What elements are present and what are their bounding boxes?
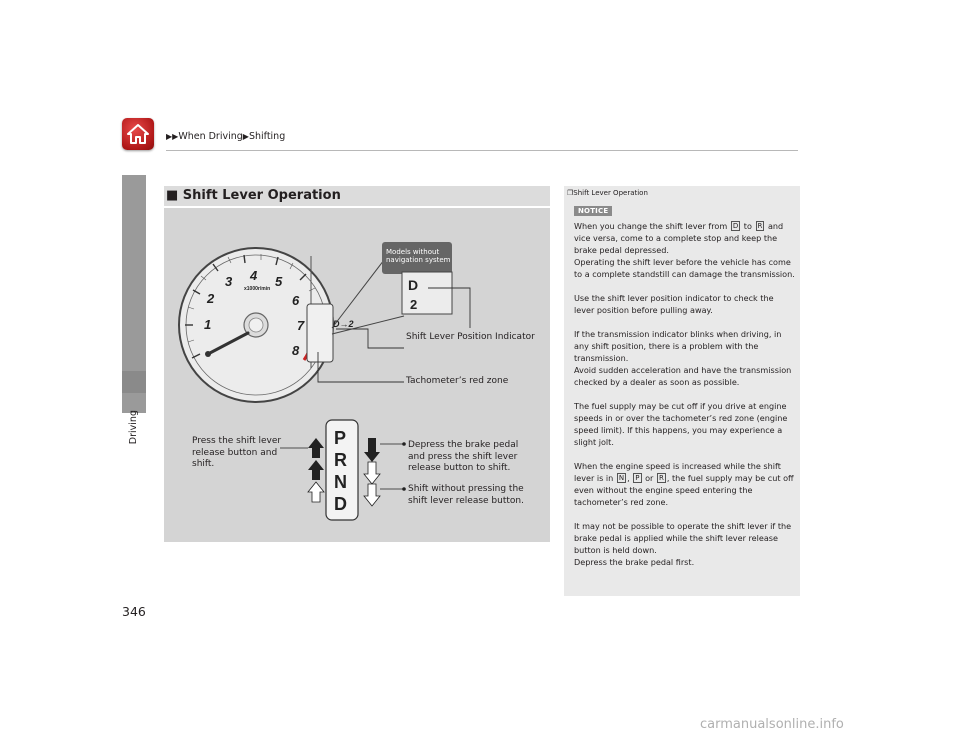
note-marker-icon: ❐ — [567, 189, 574, 197]
gate-r: R — [334, 450, 347, 470]
callout-models-label: Models without navigation system — [386, 248, 451, 264]
callout-2: 2 — [410, 297, 418, 312]
breadcrumb-separator-icon: ▶ — [242, 132, 249, 141]
tach-number-2: 2 — [207, 291, 215, 306]
note-paragraph: It may not be possible to operate the shift lever if the brake pedal is applied while the shift lever release button is held down. Depress the brake pedal first. — [574, 521, 792, 567]
breadcrumb — [166, 131, 285, 142]
gate-n: N — [334, 472, 347, 492]
key-d: D — [732, 222, 739, 230]
key-n: N — [618, 474, 625, 482]
tach-shift-indicator: D→2 — [333, 319, 354, 329]
note-paragraph: If the transmission indicator blinks when driving, in any shift position, there is a problem with the transmission. Avoid sudden acceleration and have the transmission checked by a dealer as soon as possible. — [574, 329, 792, 387]
label-depress-brake: Depress the brake pedal and press the shift lever release button to shift. — [408, 440, 519, 473]
breadcrumb-arrow-icon: ▶▶ — [166, 132, 179, 141]
tach-number-1: 1 — [204, 317, 212, 332]
key-p: P — [635, 474, 640, 482]
label-shift-without-pressing: Shift without pressing the shift lever release button. — [408, 484, 524, 506]
tach-number-8: 8 — [292, 343, 300, 358]
note-paragraph: Use the shift lever position indicator to check the lever position before pulling away. — [574, 293, 774, 315]
tach-unit: x1000r/min — [244, 286, 271, 292]
watermark: carmanualsonline.info — [700, 717, 844, 732]
label-shift-lever-position-indicator: Shift Lever Position Indicator — [406, 332, 535, 342]
tach-number-3: 3 — [225, 274, 233, 289]
side-tab-marker[interactable] — [122, 371, 146, 393]
note-paragraph: When the engine speed is increased while the shift lever is in N , P or R , the fuel supply may be cut off even without the engine speed entering the tachometer’s red zone. — [574, 461, 794, 507]
note-paragraph: When you change the shift lever from D to R and vice versa, come to a complete stop and keep the brake pedal depressed. Operating the shift lever before the vehicle has come to a complete standstill can damage the transmission. — [574, 221, 795, 279]
figure-panel — [164, 208, 550, 542]
breadcrumb-link-shifting[interactable]: Shifting — [248, 131, 286, 142]
label-tachometer-red-zone: Tachometer’s red zone — [406, 376, 509, 386]
gate-d: D — [334, 494, 347, 514]
gauge-edge — [307, 256, 354, 368]
notes-title: ❐Shift Lever Operation — [567, 189, 648, 197]
key-r: R — [757, 222, 763, 230]
tach-number-7: 7 — [297, 318, 305, 333]
notice-badge: NOTICE — [574, 206, 612, 216]
left-arrows — [280, 438, 324, 502]
tach-number-6: 6 — [292, 293, 300, 308]
tach-number-5: 5 — [275, 274, 283, 289]
section-title: ■ Shift Lever Operation — [166, 188, 341, 203]
page-number: 346 — [122, 604, 146, 619]
notes-body — [574, 220, 796, 568]
callout-d: D — [408, 277, 419, 293]
note-paragraph: The fuel supply may be cut off if you drive at engine speeds in or over the tachometer’s red zone (engine speed limit). If this happens, you may experience a slight jolt. — [574, 401, 788, 447]
label-press-release-button: Press the shift lever release button and shift. — [192, 436, 282, 469]
shift-gate — [326, 420, 358, 520]
key-r: R — [658, 474, 664, 482]
gate-p: P — [334, 428, 347, 448]
right-arrows — [364, 438, 406, 506]
header-divider — [166, 150, 798, 151]
home-icon — [122, 118, 154, 150]
tach-number-4: 4 — [250, 268, 258, 283]
home-button[interactable] — [122, 118, 154, 150]
side-tab-label: Driving — [128, 410, 139, 445]
breadcrumb-link-when-driving[interactable]: When Driving — [178, 131, 243, 142]
